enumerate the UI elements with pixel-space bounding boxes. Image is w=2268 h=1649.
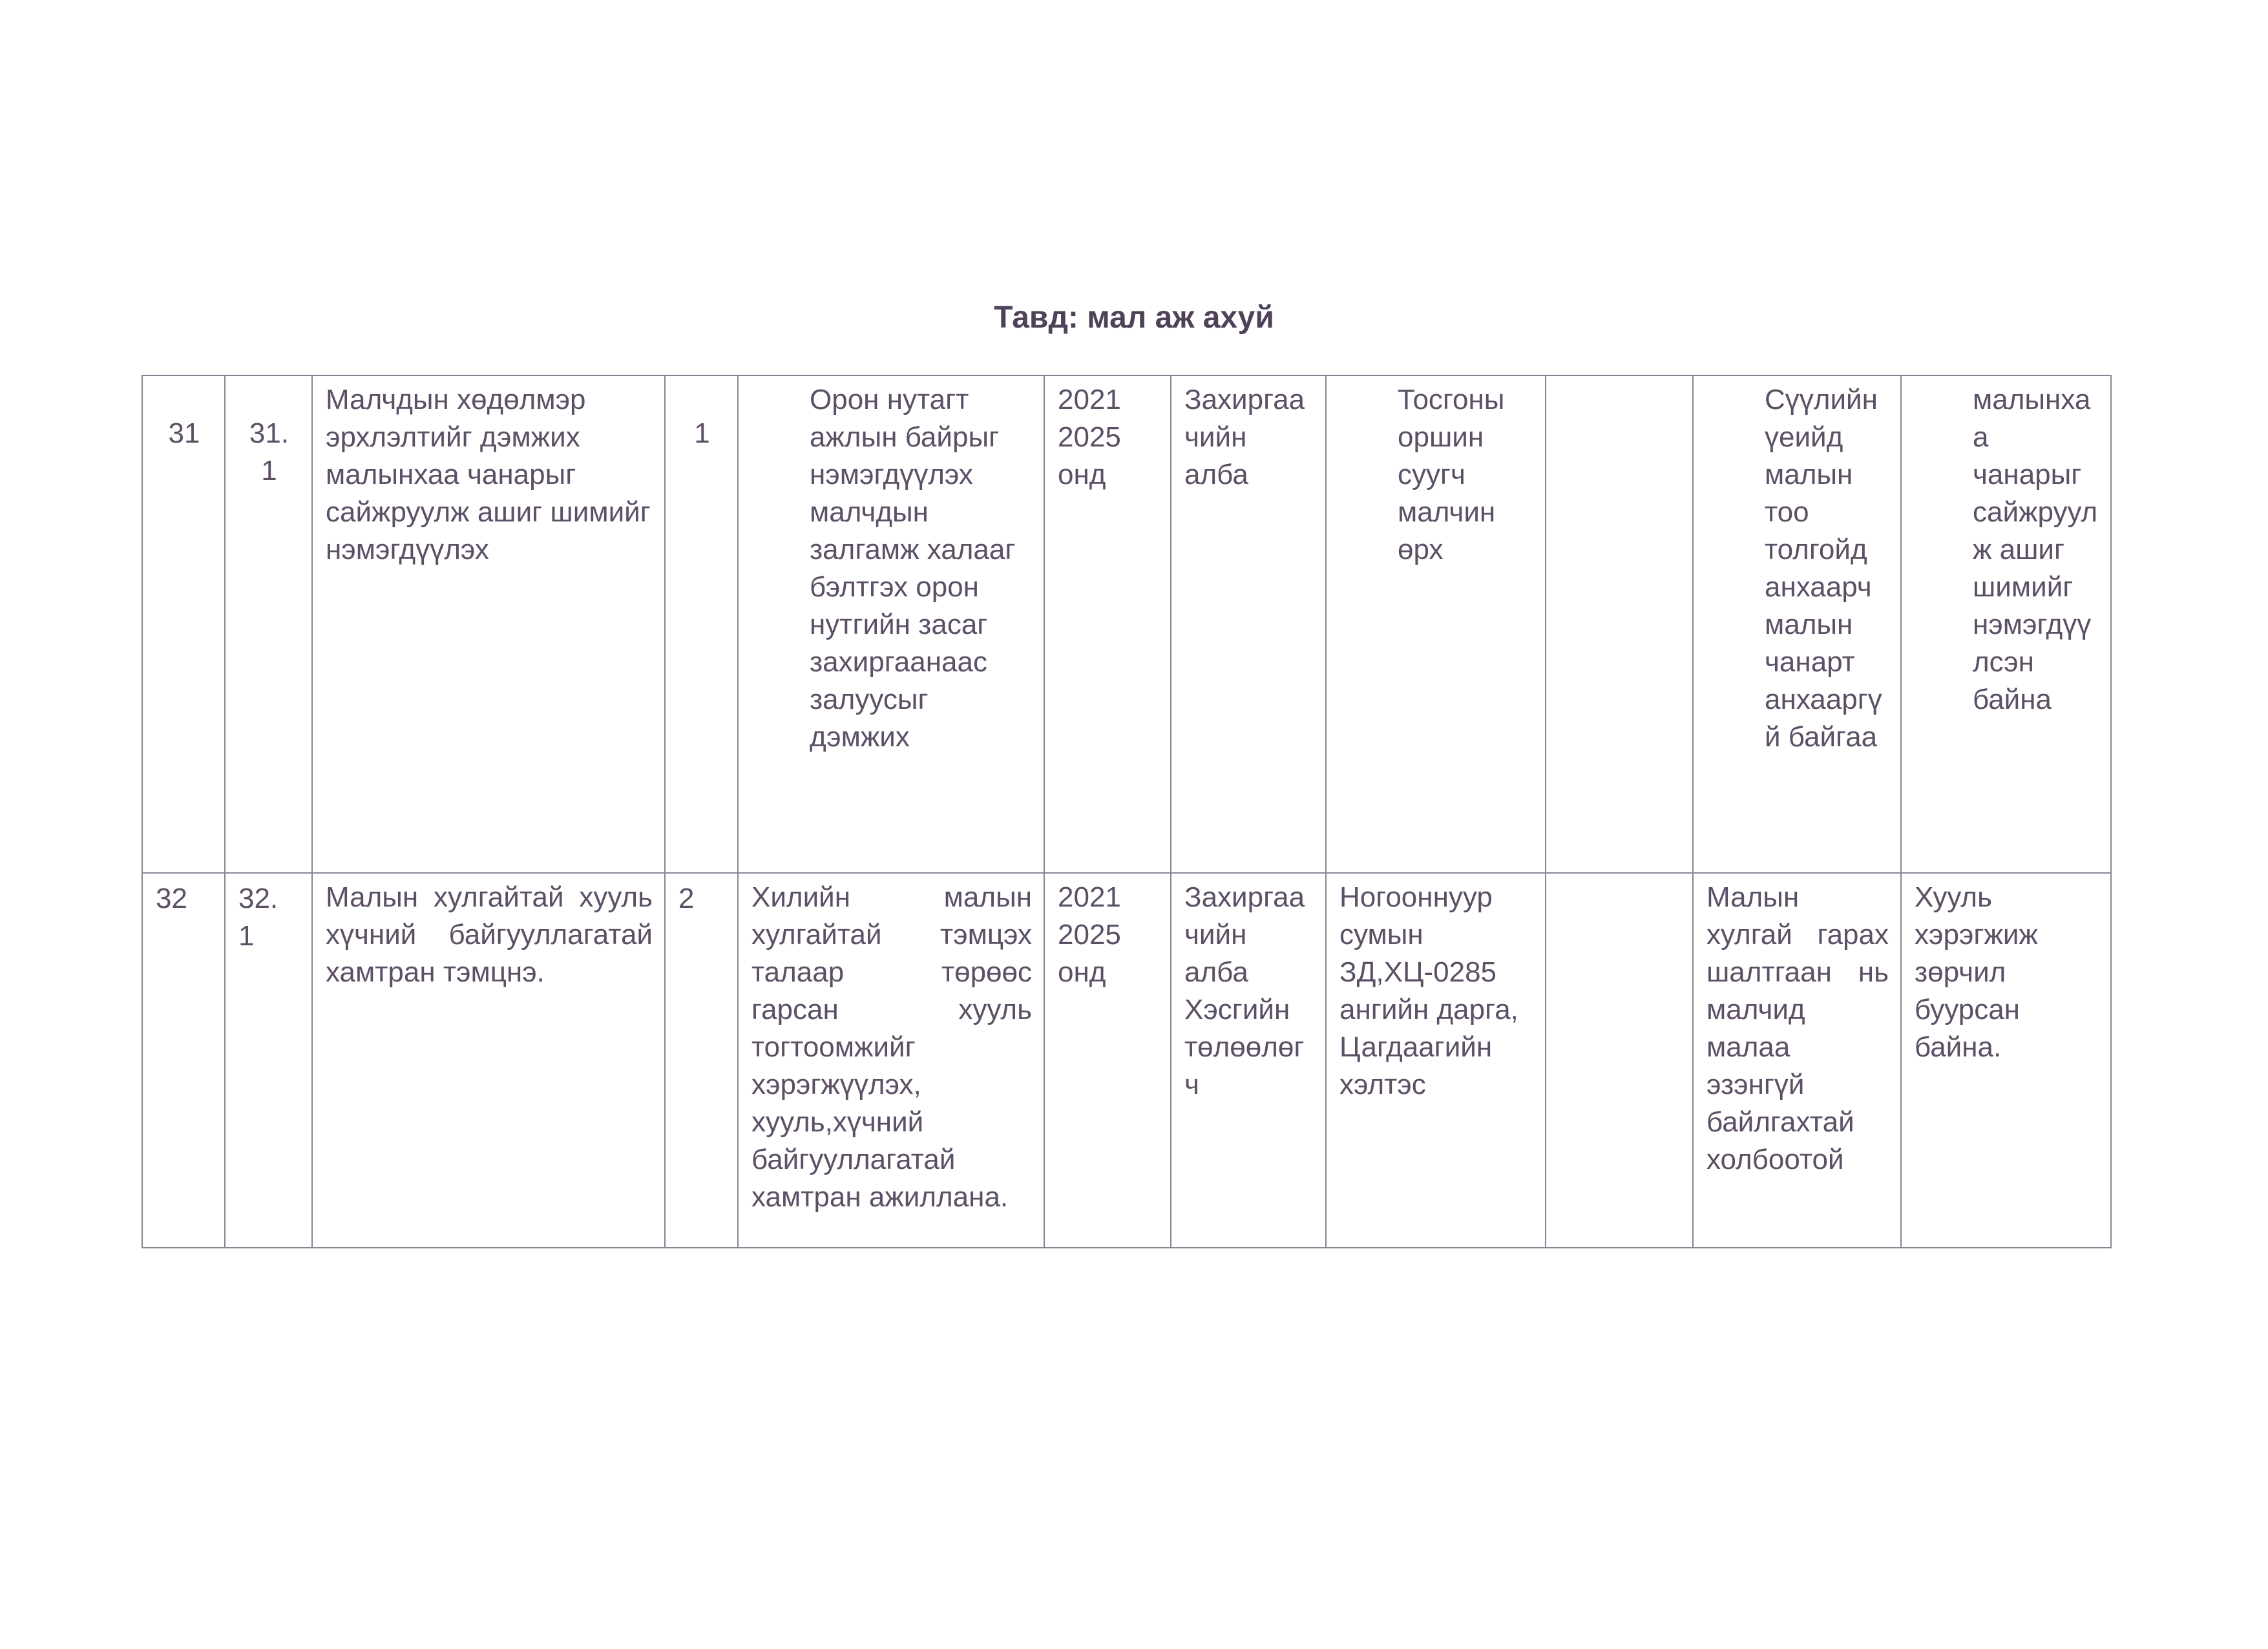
priority-cell: 1 bbox=[665, 375, 738, 873]
goal-cell: Малын хулгайтай хууль хүчний байгууллагатай хамтран тэмцнэ. bbox=[312, 873, 665, 1248]
sub-number-cell: 31. 1 bbox=[225, 375, 312, 873]
table-row bbox=[142, 873, 2111, 1248]
row-number-cell: 32 bbox=[142, 873, 225, 1248]
page-title: Тавд: мал аж ахуй bbox=[994, 300, 1274, 335]
target-group-cell: Тосгоны оршин суугч малчин өрх bbox=[1326, 375, 1546, 873]
table-row bbox=[142, 375, 2111, 873]
budget-cell bbox=[1546, 873, 1693, 1248]
action-cell: Орон нутагт ажлын байрыг нэмэгдүүлэх малчдын залгамж халааг бэлтгэх орон нутгийн засаг захиргаанаас залуусыг дэмжих bbox=[738, 375, 1044, 873]
period-cell: 2021 2025 онд bbox=[1044, 873, 1171, 1248]
result-cell: малынхаа чанарыг сайжруулж ашиг шимийг нэмэгдүүлсэн байна bbox=[1901, 375, 2111, 873]
problem-cell: Малын хулгай гарах шалтгаан нь малчид малаа эзэнгүй байлгахтай холбоотой bbox=[1693, 873, 1901, 1248]
plan-table bbox=[142, 375, 2112, 1248]
responsible-cell: Захиргаачийн алба Хэсгийн төлөөлөгч bbox=[1171, 873, 1326, 1248]
result-cell: Хууль хэрэгжиж зөрчил буурсан байна. bbox=[1901, 873, 2111, 1248]
responsible-cell: Захиргаачийн алба bbox=[1171, 375, 1326, 873]
problem-cell: Сүүлийн үеийд малын тоо толгойд анхаарч малын чанарт анхааргүй байгаа bbox=[1693, 375, 1901, 873]
priority-cell: 2 bbox=[665, 873, 738, 1248]
action-cell: Хилийн малын хулгайтай тэмцэх талаар төрөөс гарсан хууль тогтоомжийг хэрэгжүүлэх, хууль,хүчний байгууллагатай хамтран ажиллана. bbox=[738, 873, 1044, 1248]
budget-cell bbox=[1546, 375, 1693, 873]
target-group-cell: Ногооннуур сумын ЗД,ХЦ-0285 ангийн дарга, Цагдаагийн хэлтэс bbox=[1326, 873, 1546, 1248]
sub-number-cell: 32. 1 bbox=[225, 873, 312, 1248]
row-number-cell: 31 bbox=[142, 375, 225, 873]
goal-cell: Малчдын хөдөлмэр эрхлэлтийг дэмжих малынхаа чанарыг сайжруулж ашиг шимийг нэмэгдүүлэх bbox=[312, 375, 665, 873]
period-cell: 2021 2025 онд bbox=[1044, 375, 1171, 873]
